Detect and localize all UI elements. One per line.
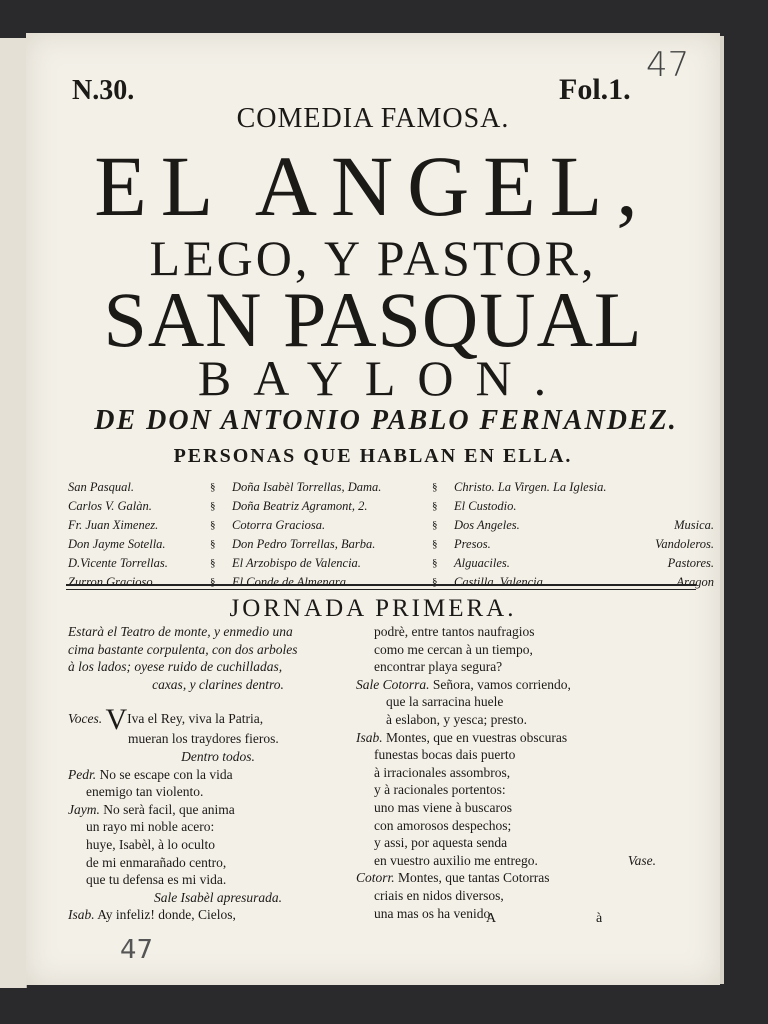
stage-direction: à los lados; oyese ruido de cuchilladas, [68, 659, 283, 675]
verse-line: huye, Isabèl, à lo oculto [86, 836, 215, 852]
cast-item: Alguaciles. Pastores. [454, 556, 714, 570]
facing-page-edge [0, 38, 27, 988]
stage-direction: caxas, y clarines dentro. [152, 676, 284, 692]
verse-line: enemigo tan violento. [86, 784, 204, 800]
stage-direction: Estarà el Teatro de monte, y enmedio una [68, 624, 293, 639]
verse-line: Cotorr. Montes, que tantas Cotorras [356, 870, 550, 886]
cast-item: Christo. La Virgen. La Iglesia. [454, 480, 607, 494]
cast-item: El Custodio. [454, 499, 517, 513]
stage-direction: Vase. [627, 852, 656, 868]
cast-item: Dos Angeles. Musica. [454, 518, 714, 532]
document-page [26, 33, 720, 985]
title-line-4: BAYLON. [197, 350, 569, 406]
cast-item: Zurron Gracioso. [68, 575, 156, 589]
handwritten-annotation-bottom: 47 [120, 935, 154, 965]
author-line: DE DON ANTONIO PABLO FERNANDEZ. [94, 405, 678, 436]
cast-item: Doña Beatriz Agramont, 2. [232, 499, 368, 513]
verse-line: à irracionales assombros, [374, 764, 511, 780]
cast-item: Presos. Vandoleros. [454, 537, 714, 551]
ornament-divider-2: § § § § § § [432, 481, 438, 588]
cast-item: D.Vicente Torrellas. [68, 556, 168, 570]
stage-direction: cima bastante corpulenta, con dos arboles [68, 641, 298, 657]
text-column-left [68, 623, 368, 924]
cast-item: San Pasqual. [68, 480, 134, 494]
verse-line: podrè, entre tantos naufragios [374, 624, 535, 639]
verse-line: funestas bocas dais puerto [374, 747, 516, 763]
verse-line: con amorosos despechos; [374, 817, 512, 833]
verse-line: que la sarracina huele [386, 694, 504, 710]
act-heading: JORNADA PRIMERA. [229, 595, 517, 622]
verse-line: à eslabon, y yesca; presto. [386, 711, 527, 727]
verse-line: que tu defensa es mi vida. [86, 872, 227, 888]
verse-line: en vuestro auxilio me entrego. Vase. [374, 852, 656, 868]
personas-heading: PERSONAS QUE HABLAN EN ELLA. [173, 445, 573, 467]
cast-item: El Arzobispo de Valencia. [232, 556, 361, 570]
verse-line: Sale Cotorra. Señora, vamos corriendo, [356, 676, 571, 692]
title-line-3: SAN PASQUAL [103, 276, 643, 363]
verse-line: de mi enmarañado centro, [86, 854, 227, 870]
handwritten-annotation-top: 47 [646, 45, 690, 85]
cast-item: Doña Isabèl Torrellas, Dama. [232, 480, 382, 494]
verse-line: Pedr. No se escape con la vida [68, 766, 233, 782]
cast-item: Carlos V. Galàn. [68, 499, 152, 513]
verse-line: criais en nidos diversos, [374, 887, 504, 903]
cast-item: Cotorra Graciosa. [232, 518, 326, 532]
cast-item: Fr. Juan Ximenez. [68, 518, 159, 532]
verse-line: como me cercan à un tiempo, [374, 641, 533, 657]
verse-line: mueran los traydores fieros. [128, 731, 279, 747]
verse-line: Voces. VIva el Rey, viva la Patria, [68, 703, 264, 737]
horizontal-rule [66, 584, 696, 590]
play-number: N.30. [72, 75, 135, 106]
verse-line: Isab. Montes, que en vuestras obscuras [356, 729, 568, 745]
title-line-2: LEGO, Y PASTOR, [149, 230, 597, 286]
folio-number: Fol.1. [559, 73, 631, 106]
catchword: à [596, 911, 603, 926]
stage-direction: Dentro todos. [181, 748, 255, 764]
verse-line: encontrar playa segura? [374, 659, 503, 675]
verse-line: y à racionales portentos: [374, 782, 506, 798]
cast-item: Don Jayme Sotella. [68, 537, 166, 551]
verse-line: Isab. Ay infeliz! donde, Cielos, [68, 907, 236, 923]
cast-item: Don Pedro Torrellas, Barba. [232, 537, 376, 551]
title-line-1: EL ANGEL, [94, 138, 652, 234]
signature-mark: A [486, 911, 497, 926]
cast-item: Castilla. Valencia. Aragon [454, 575, 714, 589]
cast-column-1 [68, 478, 208, 592]
text-column-right [356, 623, 656, 922]
verse-line: Jaym. No serà facil, que anima [68, 801, 235, 817]
ornament-divider-1: § § § § § § [210, 481, 216, 588]
verse-line: una mas os ha venido [374, 905, 491, 921]
drop-cap: V [105, 703, 128, 737]
genre-heading: COMEDIA FAMOSA. [236, 103, 510, 134]
stage-direction: Sale Isabèl apresurada. [153, 889, 283, 905]
cast-item: El Conde de Almenara. [232, 575, 350, 589]
verse-line: uno mas viene à buscaros [374, 799, 512, 815]
cast-column-3 [454, 478, 714, 592]
cast-column-2 [232, 478, 432, 592]
verse-line: y assi, por aquesta senda [374, 835, 508, 851]
verse-line: un rayo mi noble acero: [86, 819, 215, 835]
